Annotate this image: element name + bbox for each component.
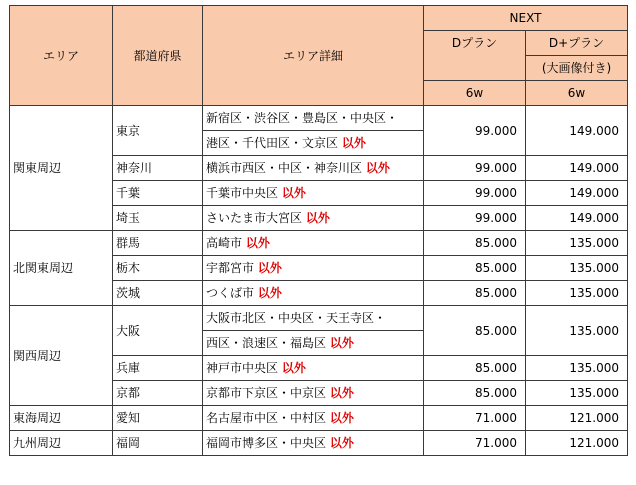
area-detail-text: 港区・千代田区・文京区 bbox=[206, 136, 339, 150]
area-cell: 東海周辺 bbox=[10, 406, 113, 431]
table-row bbox=[10, 231, 628, 256]
price-dplus-cell: 149.000 bbox=[526, 106, 628, 156]
period-d: 6w bbox=[424, 81, 526, 106]
area-cell: 関西周辺 bbox=[10, 306, 113, 406]
area-detail-cell bbox=[203, 431, 424, 456]
exclusion-label: 以外 bbox=[257, 286, 282, 300]
price-dplus-cell: 135.000 bbox=[526, 381, 628, 406]
area-cell: 北関東周辺 bbox=[10, 231, 113, 306]
exclusion-label: 以外 bbox=[281, 186, 306, 200]
area-detail-cell bbox=[203, 106, 424, 131]
prefecture-cell: 神奈川 bbox=[113, 156, 203, 181]
price-d-cell: 85.000 bbox=[424, 281, 526, 306]
price-dplus-cell: 149.000 bbox=[526, 206, 628, 231]
table-row bbox=[10, 106, 628, 131]
area-detail-cell bbox=[203, 381, 424, 406]
exclusion-label: 以外 bbox=[329, 336, 354, 350]
area-detail-text: 福岡市博多区・中央区 bbox=[206, 436, 327, 450]
price-dplus-cell: 149.000 bbox=[526, 156, 628, 181]
area-detail-cell bbox=[203, 281, 424, 306]
period-dplus: 6w bbox=[526, 81, 628, 106]
area-detail-text: 神戸市中央区 bbox=[206, 361, 279, 375]
area-detail-text: 西区・浪速区・福島区 bbox=[206, 336, 327, 350]
price-dplus-cell: 149.000 bbox=[526, 181, 628, 206]
area-detail-header: エリア詳細 bbox=[203, 6, 424, 106]
exclusion-label: 以外 bbox=[257, 261, 282, 275]
area-detail-text: 大阪市北区・中央区・天王寺区・ bbox=[206, 311, 387, 325]
prefecture-cell: 兵庫 bbox=[113, 356, 203, 381]
area-detail-text: 高崎市 bbox=[206, 236, 243, 250]
plan-dplus-note: (大画像付き) bbox=[526, 56, 628, 81]
prefecture-cell: 千葉 bbox=[113, 181, 203, 206]
area-detail-text: さいたま市大宮区 bbox=[206, 211, 303, 225]
prefecture-cell: 茨城 bbox=[113, 281, 203, 306]
table-body bbox=[10, 106, 628, 456]
price-d-cell: 99.000 bbox=[424, 181, 526, 206]
price-d-cell: 85.000 bbox=[424, 231, 526, 256]
table-row bbox=[10, 306, 628, 331]
area-cell: 九州周辺 bbox=[10, 431, 113, 456]
price-dplus-cell: 135.000 bbox=[526, 356, 628, 381]
price-dplus-cell: 135.000 bbox=[526, 306, 628, 356]
area-detail-cell bbox=[203, 331, 424, 356]
area-header: エリア bbox=[10, 6, 113, 106]
area-detail-cell bbox=[203, 306, 424, 331]
pricing-table bbox=[9, 5, 628, 456]
area-detail-text: 名古屋市中区・中村区 bbox=[206, 411, 327, 425]
table-header bbox=[10, 6, 628, 106]
price-dplus-cell: 135.000 bbox=[526, 231, 628, 256]
price-d-cell: 99.000 bbox=[424, 106, 526, 156]
exclusion-label: 以外 bbox=[365, 161, 390, 175]
price-d-cell: 85.000 bbox=[424, 381, 526, 406]
price-dplus-cell: 135.000 bbox=[526, 256, 628, 281]
exclusion-label: 以外 bbox=[329, 436, 354, 450]
plan-d-header: Dプラン bbox=[424, 31, 526, 81]
price-d-cell: 99.000 bbox=[424, 206, 526, 231]
prefecture-cell: 福岡 bbox=[113, 431, 203, 456]
table-row bbox=[10, 406, 628, 431]
exclusion-label: 以外 bbox=[281, 361, 306, 375]
area-detail-cell bbox=[203, 256, 424, 281]
area-cell: 関東周辺 bbox=[10, 106, 113, 231]
area-detail-cell bbox=[203, 156, 424, 181]
price-d-cell: 71.000 bbox=[424, 406, 526, 431]
price-d-cell: 71.000 bbox=[424, 431, 526, 456]
exclusion-label: 以外 bbox=[305, 211, 330, 225]
area-detail-text: つくば市 bbox=[206, 286, 255, 300]
prefecture-cell: 東京 bbox=[113, 106, 203, 156]
area-detail-text: 宇都宮市 bbox=[206, 261, 255, 275]
plan-dplus-header: D+プラン bbox=[526, 31, 628, 56]
prefecture-cell: 愛知 bbox=[113, 406, 203, 431]
price-d-cell: 85.000 bbox=[424, 356, 526, 381]
area-detail-cell bbox=[203, 406, 424, 431]
prefecture-cell: 群馬 bbox=[113, 231, 203, 256]
prefecture-header: 都道府県 bbox=[113, 6, 203, 106]
exclusion-label: 以外 bbox=[329, 411, 354, 425]
prefecture-cell: 京都 bbox=[113, 381, 203, 406]
exclusion-label: 以外 bbox=[245, 236, 270, 250]
exclusion-label: 以外 bbox=[329, 386, 354, 400]
price-dplus-cell: 121.000 bbox=[526, 406, 628, 431]
price-d-cell: 85.000 bbox=[424, 256, 526, 281]
area-detail-text: 千葉市中央区 bbox=[206, 186, 279, 200]
plan-group-header: NEXT bbox=[424, 6, 628, 31]
area-detail-cell bbox=[203, 356, 424, 381]
area-detail-cell bbox=[203, 131, 424, 156]
area-detail-text: 京都市下京区・中京区 bbox=[206, 386, 327, 400]
area-detail-text: 横浜市西区・中区・神奈川区 bbox=[206, 161, 363, 175]
exclusion-label: 以外 bbox=[341, 136, 366, 150]
prefecture-cell: 大阪 bbox=[113, 306, 203, 356]
area-detail-cell bbox=[203, 231, 424, 256]
table-row bbox=[10, 431, 628, 456]
prefecture-cell: 埼玉 bbox=[113, 206, 203, 231]
area-detail-cell bbox=[203, 206, 424, 231]
area-detail-cell bbox=[203, 181, 424, 206]
price-dplus-cell: 135.000 bbox=[526, 281, 628, 306]
price-d-cell: 99.000 bbox=[424, 156, 526, 181]
price-d-cell: 85.000 bbox=[424, 306, 526, 356]
area-detail-text: 新宿区・渋谷区・豊島区・中央区・ bbox=[206, 111, 399, 125]
prefecture-cell: 栃木 bbox=[113, 256, 203, 281]
price-dplus-cell: 121.000 bbox=[526, 431, 628, 456]
